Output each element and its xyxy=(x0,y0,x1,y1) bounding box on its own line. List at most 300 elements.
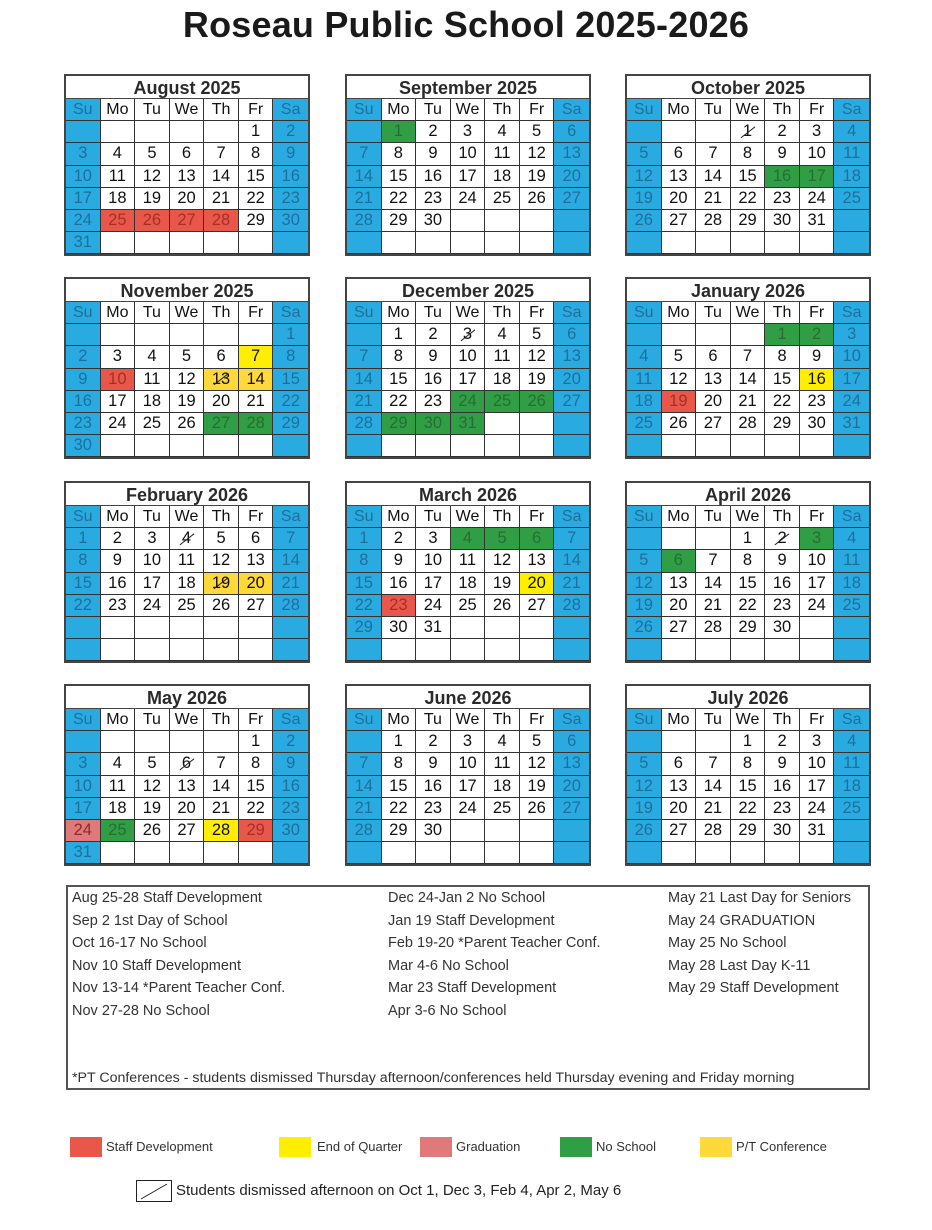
empty-cell xyxy=(765,232,800,254)
day-cell: 28 xyxy=(696,820,731,842)
day-cell: 6 xyxy=(554,121,589,143)
note-item: May 29 Staff Development xyxy=(668,980,839,996)
month-title: July 2026 xyxy=(627,686,869,709)
day-cell: 7 xyxy=(696,753,731,775)
day-header: Th xyxy=(485,99,520,121)
day-cell: 6 xyxy=(662,753,697,775)
day-cell: 29 xyxy=(239,820,274,842)
empty-cell xyxy=(239,324,274,346)
day-cell: 23 xyxy=(416,188,451,210)
day-cell: 15 xyxy=(731,573,766,595)
day-cell: 4 xyxy=(627,346,662,368)
day-cell: 9 xyxy=(800,346,835,368)
day-cell: 20 xyxy=(170,188,205,210)
day-cell: 16 xyxy=(101,573,136,595)
day-cell: 25 xyxy=(834,798,869,820)
day-cell: 10 xyxy=(416,550,451,572)
day-cell: 3 xyxy=(416,528,451,550)
empty-cell xyxy=(347,639,382,661)
day-cell: 19 xyxy=(662,391,697,413)
day-cell: 5 xyxy=(662,346,697,368)
day-cell: 6 xyxy=(662,143,697,165)
day-cell: 3 xyxy=(800,731,835,753)
day-cell: 8 xyxy=(382,346,417,368)
day-cell: 11 xyxy=(170,550,205,572)
day-cell: 10 xyxy=(66,166,101,188)
day-cell: 3 xyxy=(834,324,869,346)
day-cell: 12 xyxy=(627,776,662,798)
day-cell: 6 xyxy=(239,528,274,550)
day-cell: 21 xyxy=(204,798,239,820)
day-cell: 9 xyxy=(416,143,451,165)
empty-cell xyxy=(834,210,869,232)
empty-cell xyxy=(101,232,136,254)
day-header: Su xyxy=(66,302,101,324)
month-days-grid xyxy=(627,709,869,864)
day-cell: 1 xyxy=(765,324,800,346)
day-cell: 10 xyxy=(800,550,835,572)
day-header: Fr xyxy=(520,99,555,121)
day-header: Mo xyxy=(662,709,697,731)
day-cell: 14 xyxy=(273,550,308,572)
empty-cell xyxy=(485,639,520,661)
day-cell: 23 xyxy=(765,798,800,820)
day-cell: 27 xyxy=(662,617,697,639)
day-cell: 13 xyxy=(554,143,589,165)
day-cell: 18 xyxy=(834,776,869,798)
day-cell: 9 xyxy=(101,550,136,572)
day-cell: 19 xyxy=(520,166,555,188)
legend-swatch xyxy=(420,1137,452,1157)
day-cell: 17 xyxy=(800,776,835,798)
day-cell: 13 xyxy=(662,573,697,595)
day-header: Su xyxy=(347,99,382,121)
day-cell: 15 xyxy=(731,776,766,798)
empty-cell xyxy=(239,435,274,457)
day-cell: 17 xyxy=(101,391,136,413)
day-cell: 24 xyxy=(451,798,486,820)
day-cell: 28 xyxy=(347,413,382,435)
empty-cell xyxy=(135,617,170,639)
day-header: Su xyxy=(66,99,101,121)
day-cell: 29 xyxy=(731,617,766,639)
day-cell: 15 xyxy=(382,369,417,391)
empty-cell xyxy=(66,617,101,639)
day-cell: 19 xyxy=(170,391,205,413)
day-cell: 28 xyxy=(554,595,589,617)
day-cell: 13 xyxy=(204,369,239,391)
empty-cell xyxy=(382,639,417,661)
empty-cell xyxy=(627,639,662,661)
day-header: Tu xyxy=(696,99,731,121)
day-cell: 17 xyxy=(800,573,835,595)
day-cell: 2 xyxy=(416,731,451,753)
empty-cell xyxy=(485,842,520,864)
empty-cell xyxy=(662,232,697,254)
day-cell: 10 xyxy=(800,143,835,165)
day-cell: 17 xyxy=(451,166,486,188)
day-header: Su xyxy=(627,709,662,731)
empty-cell xyxy=(834,617,869,639)
empty-cell xyxy=(451,210,486,232)
empty-cell xyxy=(204,232,239,254)
day-cell: 18 xyxy=(627,391,662,413)
day-cell: 22 xyxy=(731,188,766,210)
day-cell: 22 xyxy=(66,595,101,617)
empty-cell xyxy=(554,413,589,435)
day-cell: 23 xyxy=(765,595,800,617)
day-cell: 16 xyxy=(800,369,835,391)
empty-cell xyxy=(451,820,486,842)
day-cell: 8 xyxy=(731,753,766,775)
day-header: We xyxy=(170,302,205,324)
day-cell: 29 xyxy=(765,413,800,435)
day-cell: 4 xyxy=(135,346,170,368)
day-header: Mo xyxy=(101,709,136,731)
day-cell: 3 xyxy=(66,753,101,775)
day-header: We xyxy=(170,506,205,528)
day-cell: 23 xyxy=(66,413,101,435)
day-header: Fr xyxy=(239,99,274,121)
empty-cell xyxy=(66,324,101,346)
day-cell: 27 xyxy=(696,413,731,435)
day-cell: 24 xyxy=(135,595,170,617)
day-cell: 14 xyxy=(554,550,589,572)
day-cell: 11 xyxy=(627,369,662,391)
day-cell: 24 xyxy=(800,595,835,617)
month-days-grid xyxy=(627,99,869,254)
day-cell: 2 xyxy=(416,121,451,143)
day-cell: 29 xyxy=(731,820,766,842)
month-days-grid xyxy=(347,302,589,457)
day-cell: 17 xyxy=(834,369,869,391)
day-cell: 18 xyxy=(101,188,136,210)
month-title: December 2025 xyxy=(347,279,589,302)
empty-cell xyxy=(696,528,731,550)
day-cell: 14 xyxy=(731,369,766,391)
day-header: Sa xyxy=(273,709,308,731)
day-cell: 7 xyxy=(554,528,589,550)
day-cell: 8 xyxy=(731,550,766,572)
day-header: Mo xyxy=(662,506,697,528)
legend-label: No School xyxy=(596,1139,656,1154)
empty-cell xyxy=(696,324,731,346)
day-cell: 29 xyxy=(382,210,417,232)
empty-cell xyxy=(170,617,205,639)
day-cell: 31 xyxy=(834,413,869,435)
day-cell: 7 xyxy=(239,346,274,368)
empty-cell xyxy=(382,842,417,864)
empty-cell xyxy=(731,324,766,346)
day-cell: 27 xyxy=(170,210,205,232)
day-cell: 18 xyxy=(485,369,520,391)
day-cell: 29 xyxy=(239,210,274,232)
day-cell: 7 xyxy=(347,346,382,368)
empty-cell xyxy=(834,842,869,864)
month-april-2026 xyxy=(625,481,871,663)
day-header: Th xyxy=(204,99,239,121)
day-cell: 17 xyxy=(66,798,101,820)
empty-cell xyxy=(239,232,274,254)
day-cell: 15 xyxy=(731,166,766,188)
legend-swatch xyxy=(279,1137,311,1157)
day-cell: 25 xyxy=(834,188,869,210)
note-item: Dec 24-Jan 2 No School xyxy=(388,890,546,906)
empty-cell xyxy=(485,232,520,254)
day-cell: 17 xyxy=(451,776,486,798)
day-cell: 28 xyxy=(347,820,382,842)
day-cell: 26 xyxy=(627,820,662,842)
day-cell: 26 xyxy=(204,595,239,617)
day-cell: 31 xyxy=(66,232,101,254)
day-cell: 22 xyxy=(273,391,308,413)
empty-cell xyxy=(135,842,170,864)
empty-cell xyxy=(662,842,697,864)
day-cell: 20 xyxy=(239,573,274,595)
month-title: May 2026 xyxy=(66,686,308,709)
empty-cell xyxy=(662,324,697,346)
day-header: Th xyxy=(765,302,800,324)
day-header: Fr xyxy=(239,302,274,324)
empty-cell xyxy=(239,842,274,864)
empty-cell xyxy=(273,617,308,639)
day-header: Sa xyxy=(834,302,869,324)
day-cell: 1 xyxy=(731,731,766,753)
day-cell: 13 xyxy=(662,166,697,188)
day-cell: 31 xyxy=(66,842,101,864)
day-header: Th xyxy=(485,506,520,528)
day-cell: 11 xyxy=(834,143,869,165)
day-header: We xyxy=(170,709,205,731)
month-days-grid xyxy=(66,302,308,457)
day-header: Sa xyxy=(834,506,869,528)
day-cell: 20 xyxy=(662,798,697,820)
day-cell: 19 xyxy=(627,188,662,210)
day-cell: 23 xyxy=(101,595,136,617)
day-header: Fr xyxy=(800,302,835,324)
day-cell: 21 xyxy=(204,188,239,210)
day-cell: 27 xyxy=(204,413,239,435)
day-cell: 8 xyxy=(239,753,274,775)
day-cell: 23 xyxy=(273,188,308,210)
day-header: Fr xyxy=(520,709,555,731)
day-header: Th xyxy=(204,302,239,324)
day-cell: 6 xyxy=(554,324,589,346)
empty-cell xyxy=(834,639,869,661)
day-cell: 20 xyxy=(696,391,731,413)
day-cell: 2 xyxy=(382,528,417,550)
legend-label: Staff Development xyxy=(106,1139,213,1154)
day-cell: 20 xyxy=(520,573,555,595)
empty-cell xyxy=(554,210,589,232)
day-header: Su xyxy=(627,99,662,121)
empty-cell xyxy=(170,121,205,143)
day-cell: 1 xyxy=(347,528,382,550)
empty-cell xyxy=(485,820,520,842)
day-cell: 1 xyxy=(66,528,101,550)
empty-cell xyxy=(451,639,486,661)
day-cell: 22 xyxy=(382,798,417,820)
month-title: September 2025 xyxy=(347,76,589,99)
empty-cell xyxy=(101,731,136,753)
day-cell: 5 xyxy=(170,346,205,368)
day-cell: 21 xyxy=(347,798,382,820)
notes-box xyxy=(66,885,870,1090)
day-cell: 18 xyxy=(485,776,520,798)
day-cell: 19 xyxy=(135,188,170,210)
day-cell: 4 xyxy=(101,753,136,775)
day-cell: 18 xyxy=(834,573,869,595)
empty-cell xyxy=(451,617,486,639)
empty-cell xyxy=(696,232,731,254)
day-cell: 28 xyxy=(204,820,239,842)
day-cell: 26 xyxy=(135,210,170,232)
day-cell: 26 xyxy=(520,391,555,413)
page-title: Roseau Public School 2025-2026 xyxy=(182,4,750,45)
day-cell: 5 xyxy=(135,143,170,165)
empty-cell xyxy=(273,639,308,661)
day-cell: 18 xyxy=(135,391,170,413)
day-cell: 1 xyxy=(382,324,417,346)
day-header: Tu xyxy=(135,506,170,528)
day-cell: 12 xyxy=(662,369,697,391)
day-cell: 7 xyxy=(347,143,382,165)
day-cell: 14 xyxy=(239,369,274,391)
day-cell: 29 xyxy=(731,210,766,232)
empty-cell xyxy=(662,121,697,143)
empty-cell xyxy=(696,731,731,753)
day-cell: 9 xyxy=(765,753,800,775)
day-cell: 9 xyxy=(416,346,451,368)
day-cell: 20 xyxy=(554,776,589,798)
day-cell: 28 xyxy=(239,413,274,435)
month-title: October 2025 xyxy=(627,76,869,99)
day-cell: 4 xyxy=(101,143,136,165)
empty-cell xyxy=(451,232,486,254)
month-days-grid xyxy=(347,506,589,661)
day-header: We xyxy=(731,99,766,121)
day-cell: 11 xyxy=(834,753,869,775)
empty-cell xyxy=(170,435,205,457)
day-cell: 24 xyxy=(800,188,835,210)
day-cell: 3 xyxy=(451,731,486,753)
month-title: January 2026 xyxy=(627,279,869,302)
day-cell: 18 xyxy=(485,166,520,188)
empty-cell xyxy=(204,324,239,346)
day-cell: 16 xyxy=(416,369,451,391)
empty-cell xyxy=(382,232,417,254)
day-cell: 31 xyxy=(800,820,835,842)
day-header: We xyxy=(451,99,486,121)
empty-cell xyxy=(627,435,662,457)
day-cell: 10 xyxy=(66,776,101,798)
day-header: Mo xyxy=(382,506,417,528)
empty-cell xyxy=(347,121,382,143)
month-title: November 2025 xyxy=(66,279,308,302)
day-cell: 11 xyxy=(101,776,136,798)
day-cell: 23 xyxy=(800,391,835,413)
day-cell: 10 xyxy=(101,369,136,391)
day-cell: 21 xyxy=(554,573,589,595)
day-cell: 23 xyxy=(416,798,451,820)
day-header: Th xyxy=(204,506,239,528)
empty-cell xyxy=(204,731,239,753)
day-cell: 13 xyxy=(554,753,589,775)
day-cell: 2 xyxy=(66,346,101,368)
day-cell: 24 xyxy=(416,595,451,617)
empty-cell xyxy=(765,435,800,457)
day-header: Tu xyxy=(416,99,451,121)
day-header: Su xyxy=(66,709,101,731)
day-header: We xyxy=(451,709,486,731)
empty-cell xyxy=(627,528,662,550)
day-cell: 9 xyxy=(416,753,451,775)
day-header: Tu xyxy=(135,709,170,731)
legend-swatch xyxy=(700,1137,732,1157)
legend-label: End of Quarter xyxy=(317,1139,403,1154)
day-cell: 30 xyxy=(416,210,451,232)
note-item: Nov 13-14 *Parent Teacher Conf. xyxy=(72,980,286,996)
day-cell: 3 xyxy=(135,528,170,550)
day-cell: 1 xyxy=(239,731,274,753)
day-header: Sa xyxy=(273,302,308,324)
empty-cell xyxy=(170,842,205,864)
empty-cell xyxy=(204,617,239,639)
day-cell: 5 xyxy=(485,528,520,550)
day-header: Mo xyxy=(382,99,417,121)
day-cell: 15 xyxy=(765,369,800,391)
day-header: Tu xyxy=(696,506,731,528)
day-cell: 1 xyxy=(382,121,417,143)
day-cell: 22 xyxy=(382,391,417,413)
day-cell: 22 xyxy=(731,595,766,617)
day-cell: 23 xyxy=(273,798,308,820)
note-item: Aug 25-28 Staff Development xyxy=(72,890,262,906)
day-cell: 29 xyxy=(347,617,382,639)
day-cell: 27 xyxy=(170,820,205,842)
month-december-2025 xyxy=(345,277,591,459)
day-header: Fr xyxy=(239,709,274,731)
day-cell: 13 xyxy=(554,346,589,368)
day-cell: 18 xyxy=(101,798,136,820)
month-title: June 2026 xyxy=(347,686,589,709)
empty-cell xyxy=(662,435,697,457)
day-cell: 18 xyxy=(170,573,205,595)
day-header: Fr xyxy=(520,506,555,528)
note-item: Nov 10 Staff Development xyxy=(72,957,241,974)
day-cell: 12 xyxy=(204,550,239,572)
empty-cell xyxy=(554,232,589,254)
day-cell: 3 xyxy=(451,324,486,346)
day-cell: 18 xyxy=(834,166,869,188)
day-cell: 14 xyxy=(696,166,731,188)
note-item: May 21 Last Day for Seniors xyxy=(668,890,851,906)
day-cell: 16 xyxy=(273,776,308,798)
day-header: Tu xyxy=(416,709,451,731)
day-cell: 24 xyxy=(66,210,101,232)
day-cell: 9 xyxy=(765,550,800,572)
day-cell: 4 xyxy=(485,121,520,143)
day-cell: 24 xyxy=(800,798,835,820)
empty-cell xyxy=(520,232,555,254)
day-cell: 27 xyxy=(554,798,589,820)
empty-cell xyxy=(101,324,136,346)
day-cell: 8 xyxy=(731,143,766,165)
month-days-grid xyxy=(347,709,589,864)
day-cell: 4 xyxy=(451,528,486,550)
empty-cell xyxy=(696,639,731,661)
empty-cell xyxy=(520,617,555,639)
